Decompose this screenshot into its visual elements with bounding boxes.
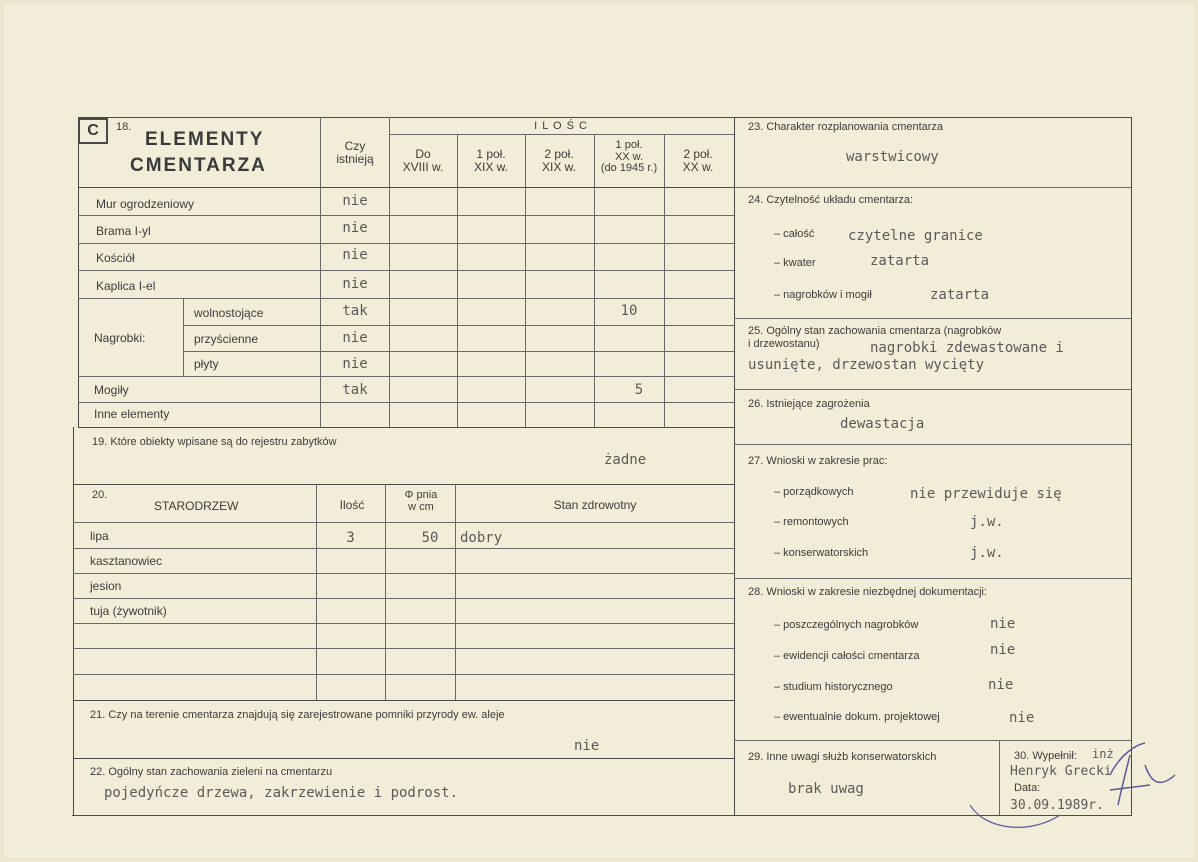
section-letter-box: C bbox=[78, 118, 108, 144]
line bbox=[734, 444, 1131, 445]
line bbox=[73, 700, 734, 701]
qty-wolnostojace-1-xx: 10 bbox=[620, 303, 638, 319]
col-header-2-xix: 2 poł. XIX w. bbox=[541, 147, 576, 174]
q27-item-remontowych-value: j.w. bbox=[970, 514, 1004, 530]
tree-name-jesion: jesion bbox=[90, 579, 122, 593]
line bbox=[457, 134, 458, 427]
section-18-number: 18. bbox=[116, 121, 132, 133]
q27-label: 27. Wnioski w zakresie prac: bbox=[748, 455, 888, 467]
q24-item-calosc-value: czytelne granice bbox=[848, 228, 983, 244]
line bbox=[78, 270, 734, 271]
line bbox=[73, 674, 734, 675]
q27-item-konserwatorskich-value: j.w. bbox=[970, 545, 1004, 561]
q23-label: 23. Charakter rozplanowania cmentarza bbox=[748, 121, 944, 133]
exists-kaplica: nie bbox=[342, 276, 368, 292]
frame-right bbox=[1131, 117, 1132, 815]
exists-kosciol: nie bbox=[342, 247, 368, 263]
line bbox=[73, 522, 734, 523]
q26-value: dewastacja bbox=[840, 416, 925, 432]
line bbox=[78, 298, 734, 299]
line bbox=[385, 484, 386, 700]
line bbox=[183, 325, 734, 326]
q30-label: 30. Wypełnił: bbox=[1014, 750, 1077, 762]
q19-label: 19. Które obiekty wpisane są do rejestru zabytków bbox=[92, 436, 337, 448]
line bbox=[78, 376, 734, 377]
tree-name-lipa: lipa bbox=[90, 529, 109, 543]
line bbox=[73, 648, 734, 649]
col-header-1-xix: 1 poł. XIX w. bbox=[473, 147, 508, 174]
q30-date-label: Data: bbox=[1014, 782, 1041, 794]
q26-label: 26. Istniejące zagrożenia bbox=[748, 398, 870, 410]
q23-value: warstwicowy bbox=[846, 149, 939, 165]
line bbox=[525, 134, 526, 427]
q27-item-porzadkowych-label: – porządkowych bbox=[774, 486, 854, 498]
tree-name-kasztanowiec: kasztanowiec bbox=[90, 554, 163, 568]
row-label-przyscienne: przyścienne bbox=[194, 332, 259, 346]
trees-col-health: Stan zdrowotny bbox=[553, 498, 637, 512]
exists-mogily: tak bbox=[342, 382, 368, 398]
row-label-mur: Mur ogrodzeniowy bbox=[96, 197, 195, 211]
frame-middle bbox=[734, 117, 735, 815]
q30-title: inż bbox=[1092, 747, 1114, 761]
q24-item-kwater-value: zatarta bbox=[870, 253, 930, 269]
frame-left-lower bbox=[73, 427, 74, 815]
trees-title: STARODRZEW bbox=[154, 499, 239, 513]
q28-item-nagrobkow-value: nie bbox=[990, 616, 1016, 632]
line bbox=[320, 117, 321, 427]
row-label-brama: Brama I-yl bbox=[96, 224, 151, 238]
col-exists-header: Czy istnieją bbox=[336, 139, 374, 166]
q27-item-remontowych-label: – remontowych bbox=[774, 516, 849, 528]
q29-value: brak uwag bbox=[788, 781, 864, 797]
line bbox=[73, 623, 734, 624]
signature-mark bbox=[960, 735, 1190, 840]
q28-item-nagrobkow-label: – poszczególnych nagrobków bbox=[774, 619, 919, 631]
line bbox=[455, 484, 456, 700]
line bbox=[734, 318, 1131, 319]
line bbox=[734, 389, 1131, 390]
line bbox=[73, 573, 734, 574]
frame-left-upper bbox=[78, 117, 79, 427]
q27-item-porzadkowych-value: nie przewiduje się bbox=[910, 486, 1062, 502]
q28-item-projektowej-label: – ewentualnie dokum. projektowej bbox=[774, 711, 940, 723]
q29-label: 29. Inne uwagi służb konserwatorskich bbox=[748, 751, 937, 763]
row-label-nagrobki: Nagrobki: bbox=[94, 331, 146, 345]
trees-col-diameter: Φ pnia w cm bbox=[404, 489, 438, 513]
q21-label: 21. Czy na terenie cmentarza znajdują się zarejestrowane pomniki przyrody ew. aleje bbox=[90, 709, 505, 721]
line bbox=[734, 578, 1131, 579]
exists-brama: nie bbox=[342, 220, 368, 236]
col-header-2-xx: 2 poł. XX w. bbox=[682, 147, 714, 174]
col-quantity-header: I L O Ś C bbox=[534, 120, 588, 132]
tree-count-lipa: 3 bbox=[346, 530, 355, 546]
q25-label-1: 25. Ogólny stan zachowania cmentarza (nagrobków bbox=[748, 325, 1002, 337]
q30-name: Henryk Grecki bbox=[1010, 764, 1112, 779]
line bbox=[73, 484, 734, 485]
row-label-kosciol: Kościół bbox=[96, 251, 135, 265]
line bbox=[78, 402, 734, 403]
q25-label-2: i drzewostanu) bbox=[748, 338, 820, 350]
elements-title-2: CMENTARZA bbox=[130, 155, 267, 176]
col-header-xviii: Do XVIII w. bbox=[402, 147, 444, 174]
line bbox=[78, 243, 734, 244]
line bbox=[78, 187, 734, 188]
q24-item-nagrobkow-label: – nagrobków i mogił bbox=[774, 289, 872, 301]
q28-item-studium-value: nie bbox=[988, 677, 1014, 693]
line bbox=[183, 351, 734, 352]
q22-value: pojedyńcze drzewa, zakrzewienie i podrost. bbox=[104, 785, 459, 801]
frame-top bbox=[78, 117, 1132, 118]
line bbox=[73, 598, 734, 599]
line bbox=[73, 758, 734, 759]
exists-przyscienne: nie bbox=[342, 330, 368, 346]
line bbox=[183, 298, 184, 376]
trees-number: 20. bbox=[92, 489, 108, 501]
row-label-inne: Inne elementy bbox=[94, 407, 170, 421]
line bbox=[78, 215, 734, 216]
q27-item-konserwatorskich-label: – konserwatorskich bbox=[774, 547, 869, 559]
q25-value-2: usunięte, drzewostan wycięty bbox=[748, 357, 985, 373]
q24-item-kwater-label: – kwater bbox=[774, 257, 816, 269]
q28-item-ewidencji-label: – ewidencji całości cmentarza bbox=[774, 650, 920, 662]
trees-col-count: Ilość bbox=[339, 498, 365, 512]
q24-item-nagrobkow-value: zatarta bbox=[930, 287, 990, 303]
q25-value-1: nagrobki zdewastowane i bbox=[870, 340, 1064, 356]
col-header-1-xx: 1 poł. XX w. (do 1945 r.) bbox=[600, 139, 658, 175]
q22-label: 22. Ogólny stan zachowania zieleni na cmentarzu bbox=[90, 766, 333, 778]
line bbox=[389, 117, 390, 427]
exists-wolnostojace: tak bbox=[342, 303, 368, 319]
q28-item-projektowej-value: nie bbox=[1009, 710, 1035, 726]
elements-title-1: ELEMENTY bbox=[145, 129, 265, 150]
line bbox=[734, 187, 1131, 188]
q28-item-ewidencji-value: nie bbox=[990, 642, 1016, 658]
row-label-mogily: Mogiły bbox=[94, 383, 129, 397]
q24-label: 24. Czytelność układu cmentarza: bbox=[748, 194, 914, 206]
q19-value: żadne bbox=[604, 452, 647, 468]
tree-health-lipa: dobry bbox=[460, 530, 503, 546]
tree-diameter-lipa: 50 bbox=[421, 530, 439, 546]
q30-date: 30.09.1989r. bbox=[1010, 798, 1104, 813]
q21-value: nie bbox=[574, 738, 600, 754]
qty-mogily-1-xx: 5 bbox=[634, 382, 644, 398]
line bbox=[73, 548, 734, 549]
q28-item-studium-label: – studium historycznego bbox=[774, 681, 893, 693]
exists-plyty: nie bbox=[342, 356, 368, 372]
row-label-plyty: płyty bbox=[194, 357, 219, 371]
tree-name-tuja: tuja (żywotnik) bbox=[90, 604, 167, 618]
row-label-kaplica: Kaplica I-el bbox=[96, 279, 156, 293]
q24-item-calosc-label: – całość bbox=[774, 228, 815, 240]
row-label-wolnostojace: wolnostojące bbox=[194, 306, 264, 320]
line bbox=[316, 484, 317, 700]
line bbox=[78, 427, 734, 428]
line bbox=[389, 134, 734, 135]
q28-label: 28. Wnioski w zakresie niezbędnej dokumentacji: bbox=[748, 586, 988, 598]
exists-mur: nie bbox=[342, 193, 368, 209]
